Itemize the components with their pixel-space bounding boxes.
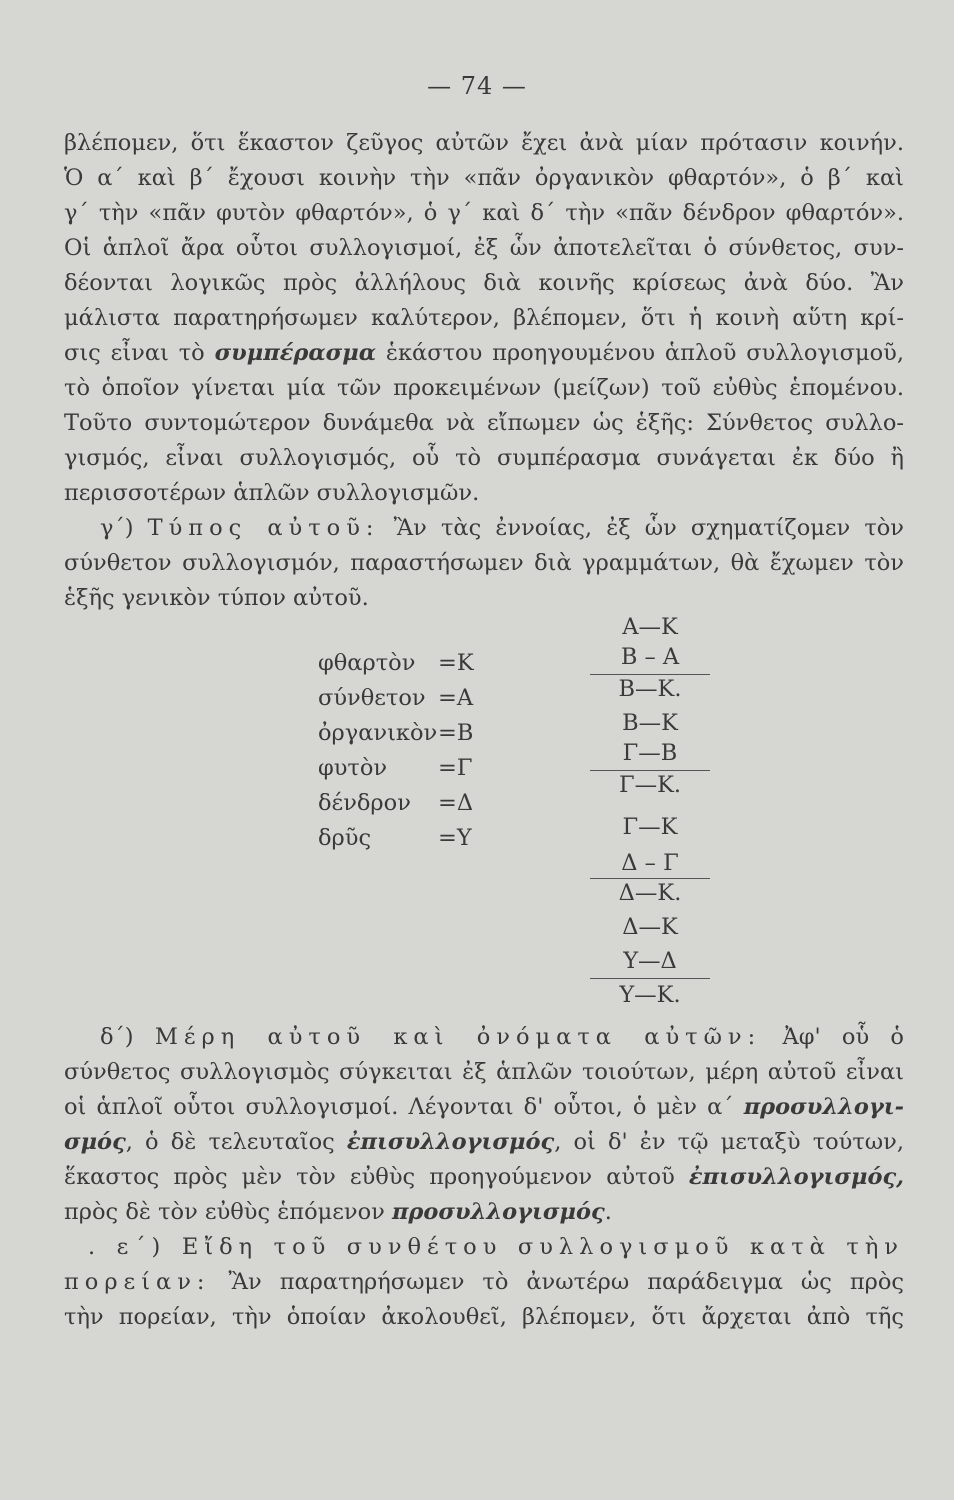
text-line-7: σις εἶναι τὸ συμπέρασμα ἑκάστου προηγουμένου ἁπλοῦ συλλογισμοῦ, (64, 340, 905, 366)
symbol-row-1: φθαρτὸν =Κ (318, 650, 474, 676)
symbol-row-6: δρῦς =Υ (318, 825, 472, 851)
symbol-row-4: φυτὸν =Γ (318, 755, 473, 781)
term-episyllogismos-2: ἐπισυλλογισμός, (688, 1164, 904, 1190)
section-e-line-2: πορείαν: Ἂν παρατηρήσωμεν τὸ ἀνωτέρω παράδειγμα ὡς πρὸς (64, 1269, 904, 1295)
scheme-rule-4 (590, 978, 710, 979)
scheme-line-4: Β—Κ (622, 710, 678, 736)
symbol-row-3: ὀργανικὸν=Β (318, 720, 474, 746)
scheme-line-7: Γ—Κ (622, 814, 678, 840)
section-d-heading: Μέρη αὐτοῦ καὶ ὀνόματα αὐτῶν: (154, 1024, 762, 1050)
text-line-10: γισμός, εἶναι συλλογισμός, οὗ τὸ συμπέρασμα συνάγεται ἐκ δύο ἢ (64, 445, 904, 471)
section-g-heading-line: γ΄) Τύπος αὐτοῦ: Ἂν τὰς ἐννοίας, ἐξ ὧν σχηματίζομεν τὸν (100, 515, 904, 541)
scheme-line-5: Γ—Β (622, 740, 678, 766)
page-number: — 74 — (427, 72, 527, 100)
text-line-4: Οἱ ἁπλοῖ ἄρα οὗτοι συλλογισμοί, ἐξ ὧν ἀποτελεῖται ὁ σύνθετος, συν- (64, 235, 904, 261)
section-g-line-2: σύνθετον συλλογισμόν, παραστήσωμεν διὰ γραμμάτων, θὰ ἔχωμεν τὸν (64, 550, 904, 576)
section-d-line-3: οἱ ἁπλοῖ οὗτοι συλλογισμοί. Λέγονται δ' οὗτοι, ὁ μὲν α΄ προσυλλογι- (64, 1094, 904, 1120)
scheme-line-2: Β – Α (620, 644, 680, 670)
section-e-line-3: τὴν πορείαν, τὴν ὁποίαν ἀκολουθεῖ, βλέπομεν, ὅτι ἄρχεται ἀπὸ τῆς (64, 1304, 904, 1330)
scheme-line-8: Δ – Γ (621, 850, 679, 876)
term-episyllogismos-1: ἐπισυλλογισμός (346, 1129, 555, 1155)
scheme-line-1: Α—Κ (622, 614, 678, 640)
symbol-row-5: δένδρον =Δ (318, 790, 474, 816)
text-line-5: δέονται λογικῶς πρὸς ἀλλήλους διὰ κοινῆς κρίσεως ἀνὰ δύο. Ἂν (64, 270, 904, 296)
text-line-9: Τοῦτο συντομώτερον δυνάμεθα νὰ εἴπωμεν ὡς ἑξῆς: Σύνθετος συλλο- (64, 410, 904, 436)
scheme-line-11: Υ—Δ (623, 948, 677, 974)
text-line-6: μάλιστα παρατηρήσωμεν καλύτερον, βλέπομεν, ὅτι ἡ κοινὴ αὕτη κρί- (64, 305, 904, 331)
term-symperasma: συμπέρασμα (214, 340, 377, 366)
section-d-line-6: πρὸς δὲ τὸν εὐθὺς ἑπόμενον προσυλλογισμός. (64, 1199, 612, 1225)
scheme-line-3: Β—Κ. (618, 676, 682, 702)
scheme-line-6: Γ—Κ. (618, 772, 682, 798)
symbol-row-2: σύνθετον =Α (318, 685, 474, 711)
section-d-line-5: ἕκαστος πρὸς μὲν τὸν εὐθὺς προηγούμενον αὐτοῦ ἐπισυλλογισμός, (64, 1164, 904, 1190)
text-line-11: περισσοτέρων ἁπλῶν συλλογισμῶν. (64, 480, 480, 506)
text-line-2: Ὁ α΄ καὶ β΄ ἔχουσι κοινὴν τὴν «πᾶν ὀργανικὸν φθαρτόν», ὁ β΄ καὶ (64, 165, 904, 191)
scheme-line-10: Δ—Κ (622, 914, 678, 940)
section-e-heading: Εἴδη τοῦ συνθέτου συλλογισμοῦ κατὰ τὴν (181, 1234, 904, 1260)
section-d-heading-line: δ΄) Μέρη αὐτοῦ καὶ ὀνόματα αὐτῶν: Ἀφ' οὗ ὁ (100, 1024, 904, 1050)
term-prosyllogismos-1: προσυλλογι- (743, 1094, 904, 1120)
section-d-line-2: σύνθετος συλλογισμὸς σύγκειται ἐξ ἁπλῶν τοιούτων, μέρη αὐτοῦ εἶναι (64, 1059, 904, 1085)
section-d-line-4: σμός, ὁ δὲ τελευταῖος ἐπισυλλογισμός, οἱ δ' ἐν τῷ μεταξὺ τούτων, (64, 1129, 904, 1155)
text-line-8: τὸ ὁποῖον γίνεται μία τῶν προκειμένων (μείζων) τοῦ εὐθὺς ἑπομένου. (64, 375, 904, 401)
scheme-line-12: Υ—Κ. (619, 982, 681, 1008)
section-e-heading-line: . ε΄) Εἴδη τοῦ συνθέτου συλλογισμοῦ κατὰ τὴν (88, 1234, 904, 1260)
term-prosyllogismos-2: προσυλλογισμός (391, 1199, 605, 1225)
section-g-heading: Τύπος αὐτοῦ: (147, 515, 380, 541)
text-line-3: γ΄ τὴν «πᾶν φυτὸν φθαρτόν», ὁ γ΄ καὶ δ΄ τὴν «πᾶν δένδρον φθαρτόν». (64, 200, 904, 226)
section-g-line-3: ἑξῆς γενικὸν τύπον αὐτοῦ. (64, 585, 369, 611)
text-line-1: βλέπομεν, ὅτι ἕκαστον ζεῦγος αὐτῶν ἔχει ἀνὰ μίαν πρότασιν κοινήν. (64, 130, 904, 156)
scheme-line-9: Δ—Κ. (618, 880, 682, 906)
